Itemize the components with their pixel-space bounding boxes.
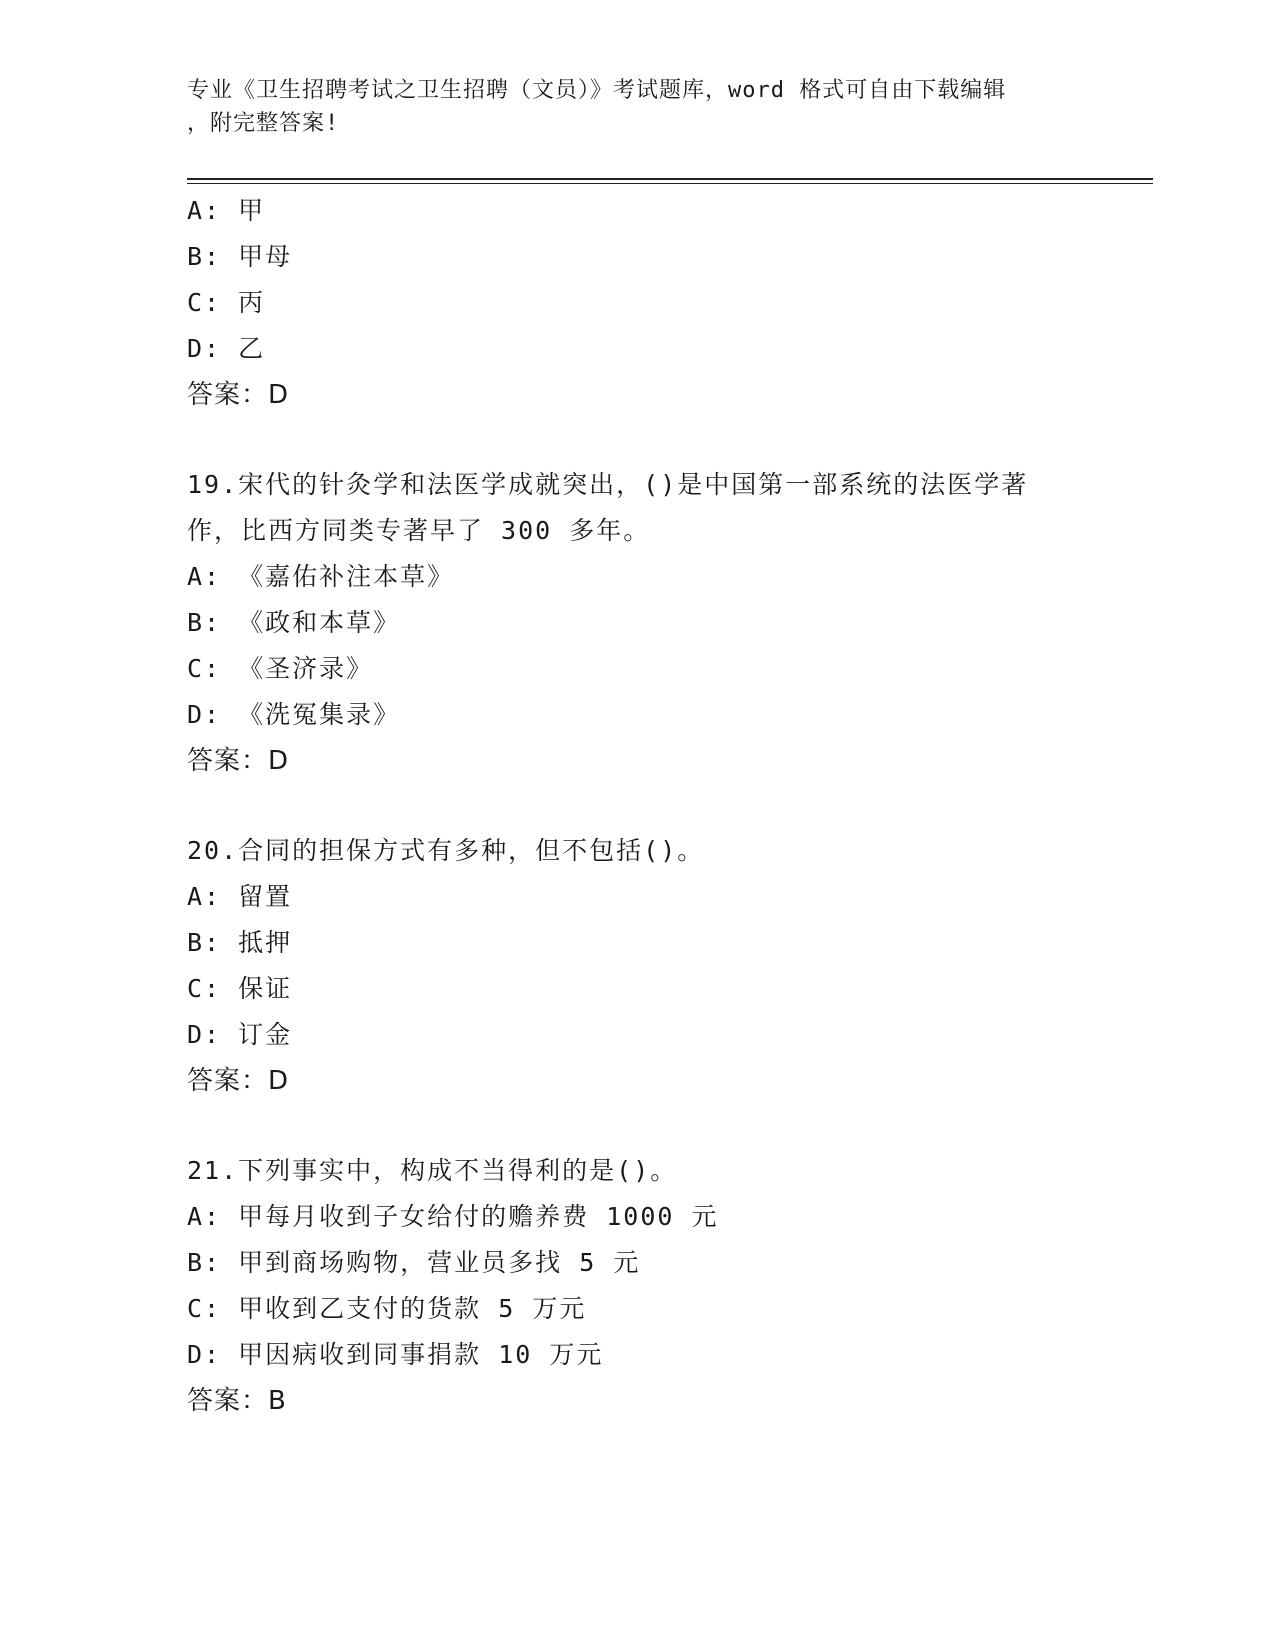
option-text: 抵押 (238, 928, 293, 957)
spacer (187, 418, 1087, 462)
option-text: 甲收到乙支付的货款 5 万元 (238, 1294, 587, 1323)
option-label: C: (187, 974, 222, 1003)
option-text: 订金 (238, 1020, 293, 1049)
spacer (187, 1104, 1087, 1148)
option-d (187, 1332, 1087, 1378)
option-a (187, 554, 1087, 600)
option-label: B: (187, 928, 222, 957)
question-stem-continued: 作，比西方同类专著早了 300 多年。 (187, 516, 651, 545)
option-d (187, 326, 1087, 372)
option-label: B: (187, 1248, 222, 1277)
header-line-2: ，附完整答案! (187, 111, 340, 136)
option-b (187, 234, 1087, 280)
option-text: 甲母 (238, 242, 293, 271)
option-text: 甲每月收到子女给付的赡养费 1000 元 (238, 1202, 719, 1231)
option-text: 《嘉佑补注本草》 (238, 562, 455, 591)
option-label: D: (187, 334, 222, 363)
question-block-20 (187, 828, 1087, 1104)
answer-line: 答案：D (187, 746, 290, 776)
option-label: D: (187, 700, 222, 729)
option-label: C: (187, 654, 222, 683)
spacer (187, 784, 1087, 828)
option-text: 留置 (238, 882, 293, 911)
question-block-21 (187, 1148, 1087, 1424)
option-text: 《洗冤集录》 (238, 700, 401, 729)
option-text: 甲到商场购物，营业员多找 5 元 (238, 1248, 641, 1277)
option-a (187, 874, 1087, 920)
question-stem: 20.合同的担保方式有多种，但不包括()。 (187, 836, 705, 865)
option-text: 甲 (238, 196, 266, 225)
option-text: 《政和本草》 (238, 608, 401, 637)
option-text: 丙 (238, 288, 266, 317)
option-label: A: (187, 1202, 222, 1231)
option-c (187, 1286, 1087, 1332)
option-label: A: (187, 562, 222, 591)
option-text: 乙 (238, 334, 266, 363)
question-stem: 21.下列事实中，构成不当得利的是()。 (187, 1156, 678, 1185)
header-divider-thin (187, 183, 1153, 184)
option-text: 《圣济录》 (238, 654, 374, 683)
header-line-1: 专业《卫生招聘考试之卫生招聘（文员）》考试题库，word 格式可自由下载编辑 (187, 78, 1007, 103)
option-b (187, 600, 1087, 646)
question-block-19 (187, 462, 1087, 784)
option-d (187, 692, 1087, 738)
answer-line: 答案：B (187, 1386, 287, 1416)
question-stem: 19.宋代的针灸学和法医学成就突出，()是中国第一部系统的法医学著 (187, 470, 1029, 499)
option-label: C: (187, 288, 222, 317)
document-header (187, 74, 1067, 140)
question-list (187, 188, 1087, 1424)
question-block-partial (187, 188, 1087, 418)
option-text: 甲因病收到同事捐款 10 万元 (238, 1340, 604, 1369)
option-label: D: (187, 1340, 222, 1369)
option-c (187, 646, 1087, 692)
answer-line: 答案：D (187, 1066, 290, 1096)
option-label: C: (187, 1294, 222, 1323)
option-c (187, 966, 1087, 1012)
option-text: 保证 (238, 974, 293, 1003)
option-label: B: (187, 608, 222, 637)
header-divider-thick (187, 178, 1153, 180)
option-label: D: (187, 1020, 222, 1049)
option-label: A: (187, 882, 222, 911)
option-a (187, 188, 1087, 234)
answer-line: 答案：D (187, 380, 290, 410)
option-label: A: (187, 196, 222, 225)
option-d (187, 1012, 1087, 1058)
option-c (187, 280, 1087, 326)
option-b (187, 920, 1087, 966)
option-label: B: (187, 242, 222, 271)
option-a (187, 1194, 1087, 1240)
option-b (187, 1240, 1087, 1286)
